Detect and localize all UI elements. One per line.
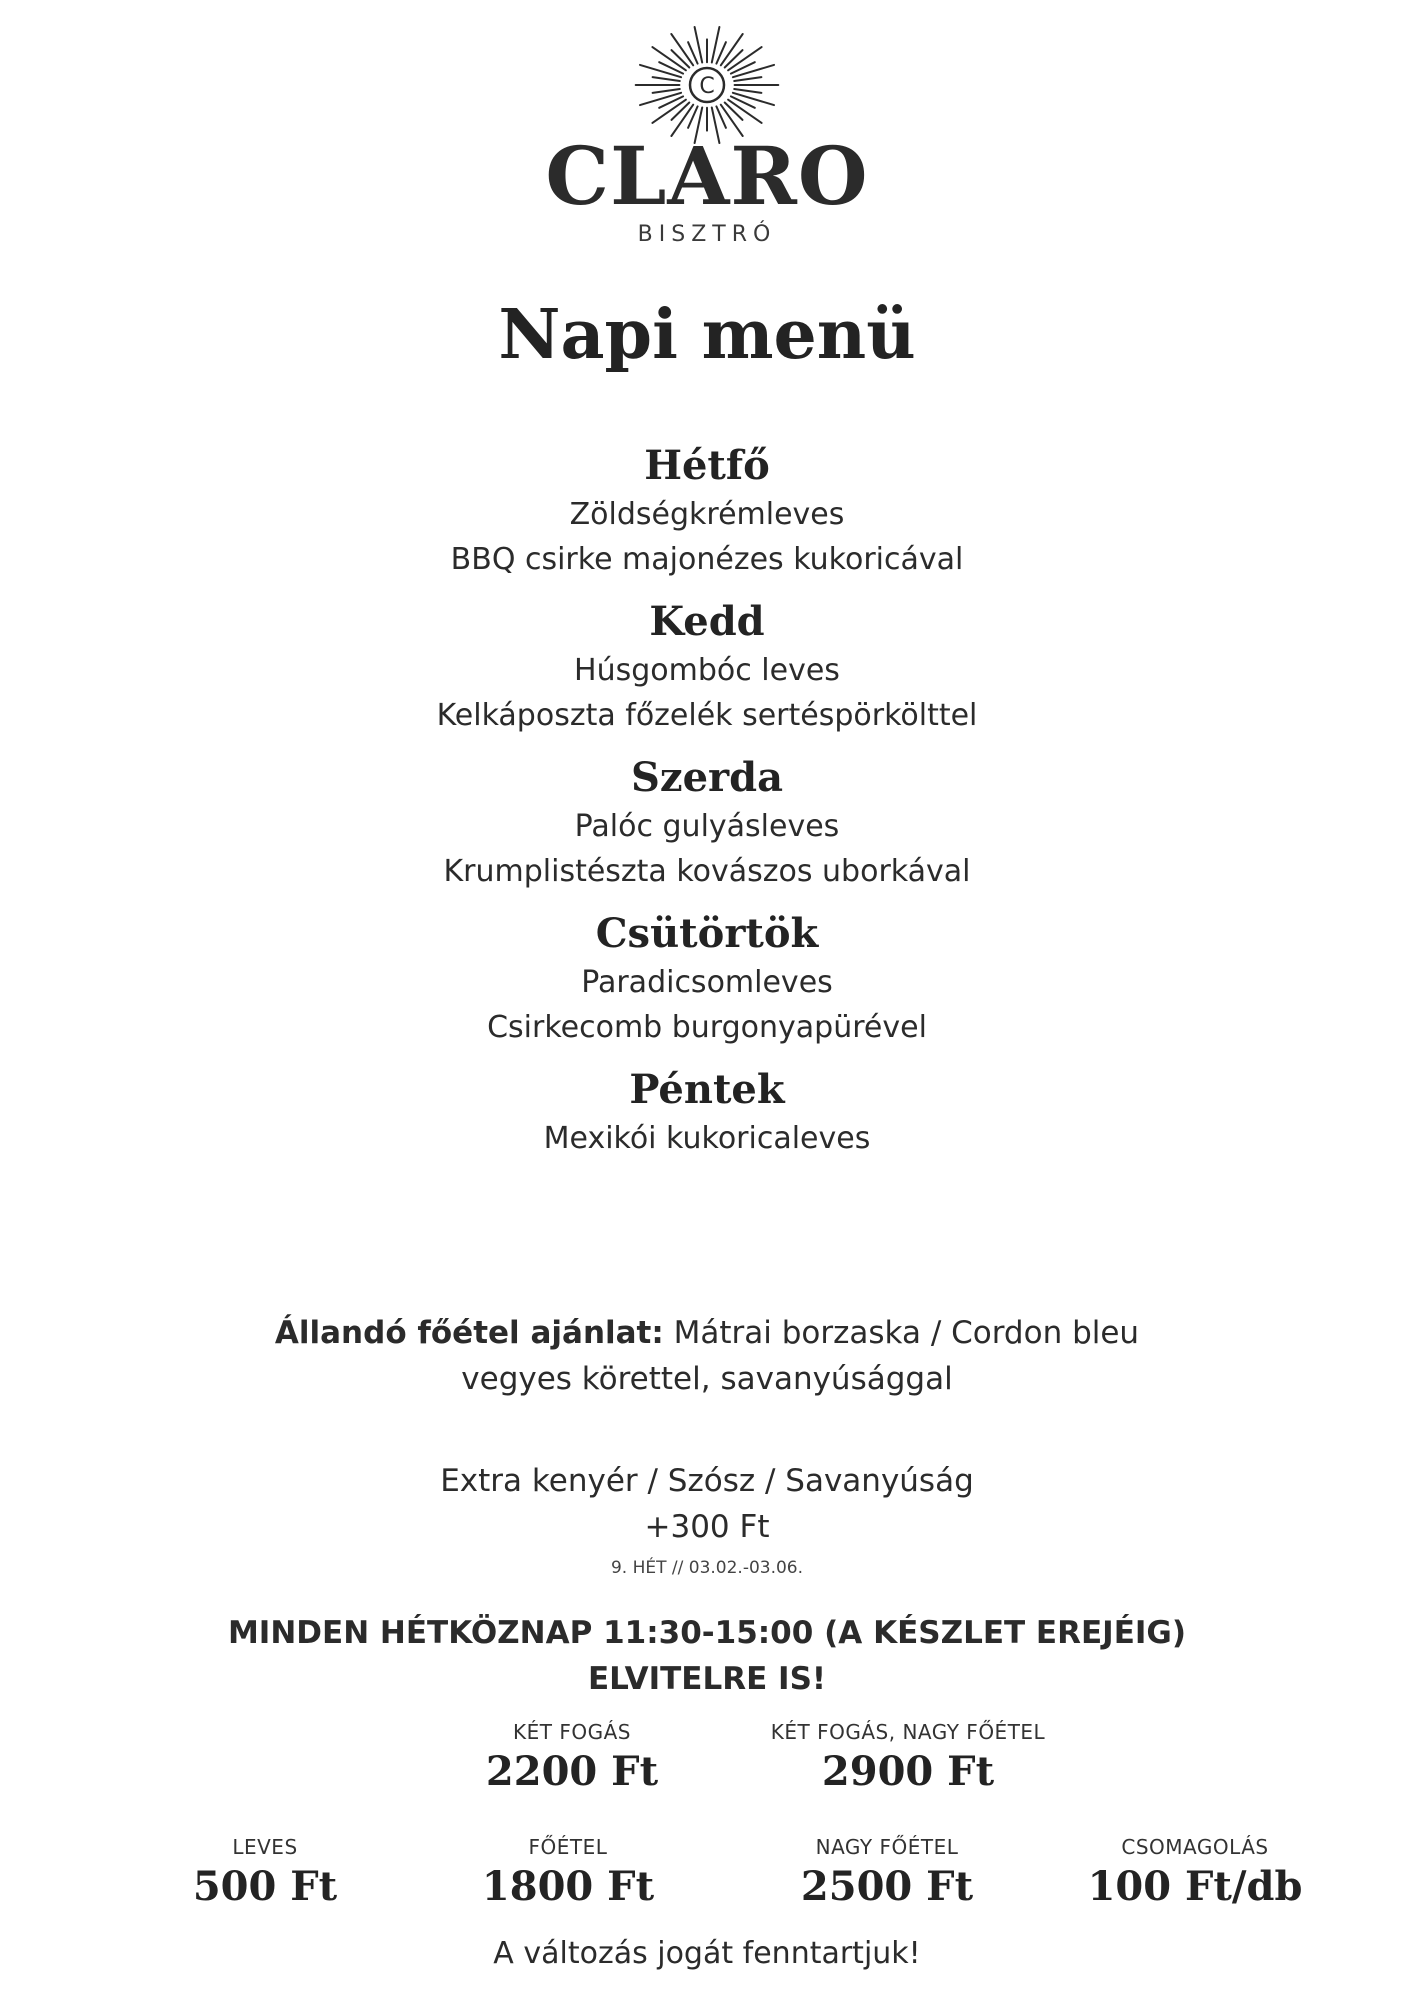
sun-ray xyxy=(640,93,681,105)
logo xyxy=(0,20,1414,247)
dish-main: Csirkecomb burgonyapürével xyxy=(487,1010,927,1045)
price-value: 100 Ft/db xyxy=(1087,1863,1303,1910)
day-name: Szerda xyxy=(630,754,783,801)
dish-soup: Zöldségkrémleves xyxy=(569,497,845,532)
price-label: NAGY FŐÉTEL xyxy=(815,1835,959,1859)
sun-ray xyxy=(725,50,743,67)
day-name: Hétfő xyxy=(644,442,770,489)
sun-ray xyxy=(734,77,761,81)
price-large-main xyxy=(737,1835,1037,1910)
day-wednesday xyxy=(0,752,1414,894)
offer-line-1 xyxy=(0,1310,1414,1356)
day-tuesday xyxy=(0,596,1414,738)
price-soup xyxy=(115,1835,415,1910)
opening-hours xyxy=(0,1610,1414,1702)
offer-label: Állandó főétel ajánlat: xyxy=(274,1315,664,1351)
price-label: LEVES xyxy=(232,1835,298,1859)
extras-price: +300 Ft xyxy=(644,1509,770,1545)
sun-ray xyxy=(672,50,690,67)
price-label: KÉT FOGÁS xyxy=(513,1720,631,1744)
dish-soup: Húsgombóc leves xyxy=(574,653,840,688)
brand-subtitle: BISZTRÓ xyxy=(637,222,777,247)
takeaway-line: ELVITELRE IS! xyxy=(587,1661,827,1697)
price-value: 500 Ft xyxy=(192,1863,338,1910)
price-value: 2900 Ft xyxy=(821,1748,995,1795)
emblem-letter: C xyxy=(699,74,715,99)
sun-ray xyxy=(734,89,761,93)
day-thursday xyxy=(0,908,1414,1050)
offer-text: Mátrai borzaska / Cordon bleu xyxy=(673,1315,1140,1351)
dish-soup: Palóc gulyásleves xyxy=(574,809,840,844)
week-label: 9. HÉT // 03.02.-03.06. xyxy=(610,1558,804,1578)
price-value: 1800 Ft xyxy=(481,1863,655,1910)
sun-ray xyxy=(733,65,774,77)
price-value: 2200 Ft xyxy=(485,1748,659,1795)
extras xyxy=(0,1458,1414,1550)
day-name: Kedd xyxy=(649,598,765,645)
day-name: Péntek xyxy=(629,1066,785,1113)
dish-soup: Mexikói kukoricaleves xyxy=(543,1121,871,1156)
price-two-courses xyxy=(422,1720,722,1795)
sun-ray xyxy=(672,103,690,120)
day-monday xyxy=(0,440,1414,582)
page-title: Napi menü xyxy=(498,295,916,375)
sun-ray xyxy=(725,103,743,120)
brand-name: CLARO xyxy=(545,129,869,223)
dish-soup: Paradicsomleves xyxy=(581,965,833,1000)
permanent-offer xyxy=(0,1310,1414,1402)
dish-main: BBQ csirke majonézes kukoricával xyxy=(450,542,964,577)
day-friday xyxy=(0,1064,1414,1161)
price-label: FŐÉTEL xyxy=(528,1835,608,1859)
sun-ray xyxy=(640,65,681,77)
footer-note: A változás jogát fenntartjuk! xyxy=(493,1936,921,1971)
hours-line: MINDEN HÉTKÖZNAP 11:30-15:00 (A KÉSZLET EREJÉIG) xyxy=(227,1615,1187,1651)
sun-ray xyxy=(653,77,680,81)
price-label: KÉT FOGÁS, NAGY FŐÉTEL xyxy=(770,1720,1046,1744)
price-main-course xyxy=(418,1835,718,1910)
price-packaging xyxy=(1045,1835,1345,1910)
dish-main: Kelkáposzta főzelék sertéspörkölttel xyxy=(436,698,978,733)
sun-ray xyxy=(733,93,774,105)
price-label: CSOMAGOLÁS xyxy=(1121,1835,1269,1859)
sun-ray xyxy=(653,89,680,93)
day-name: Csütörtök xyxy=(595,910,819,957)
price-two-courses-large-main xyxy=(758,1720,1058,1795)
daily-menu xyxy=(0,440,1414,1175)
extras-items: Extra kenyér / Szósz / Savanyúság xyxy=(440,1463,974,1499)
price-value: 2500 Ft xyxy=(800,1863,974,1910)
offer-line-2: vegyes körettel, savanyúsággal xyxy=(461,1361,953,1397)
dish-main: Krumplistészta kovászos uborkával xyxy=(443,854,971,889)
